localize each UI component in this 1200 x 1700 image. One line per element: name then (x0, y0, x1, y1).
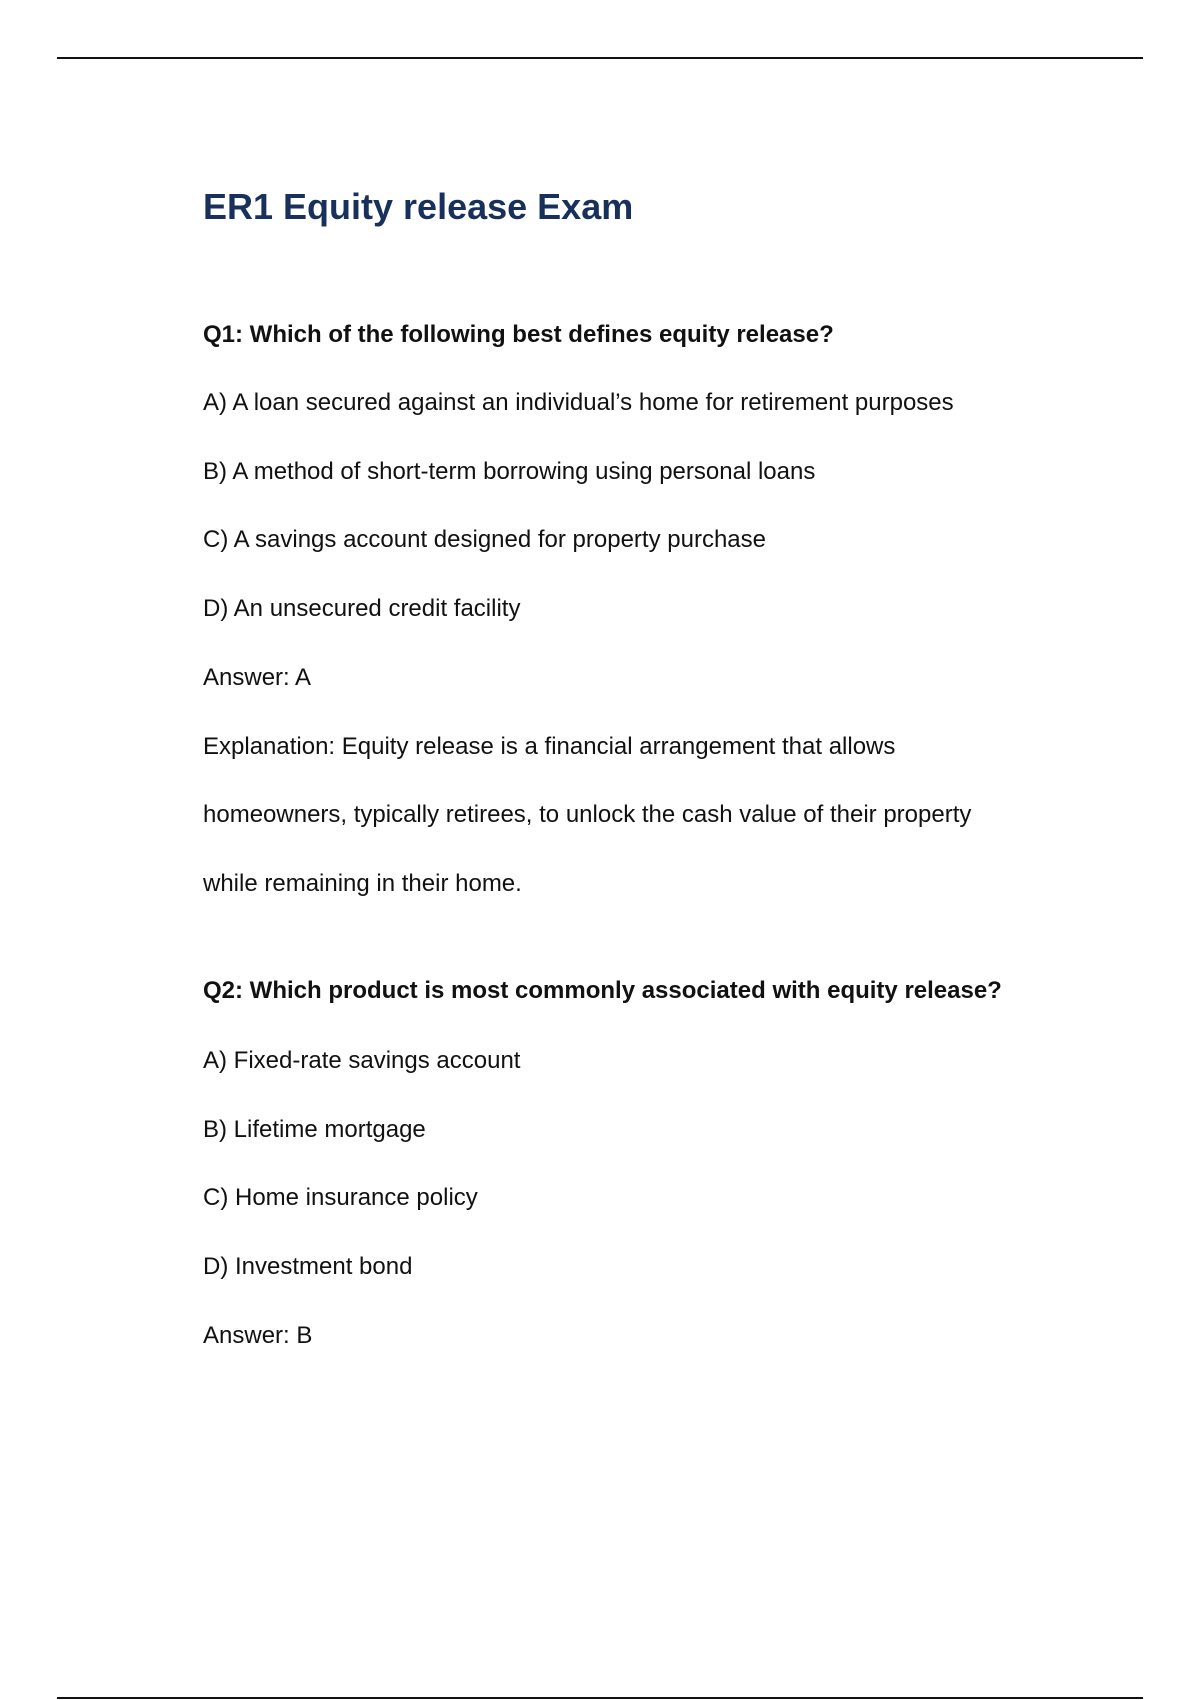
header-rule (57, 57, 1143, 59)
answer: Answer: B (203, 1322, 313, 1349)
answer: Answer: A (203, 664, 312, 691)
option-a: A) A loan secured against an individual’s home for retirement purposes (203, 389, 954, 416)
option-b: B) Lifetime mortgage (203, 1116, 426, 1143)
option-c: C) Home insurance policy (203, 1184, 478, 1211)
option-a: A) Fixed-rate savings account (203, 1047, 521, 1074)
footer-rule (57, 1697, 1143, 1699)
option-c: C) A savings account designed for property purchase (203, 526, 766, 553)
explanation-line: while remaining in their home. (203, 870, 522, 897)
explanation-line: Explanation: Equity release is a financial arrangement that allows (203, 733, 896, 760)
explanation-line: homeowners, typically retirees, to unlock the cash value of their property (203, 801, 972, 828)
document-title: ER1 Equity release Exam (203, 186, 634, 227)
question-text: Q2: Which product is most commonly associated with equity release? (203, 977, 1002, 1004)
question-text: Q1: Which of the following best defines equity release? (203, 321, 834, 348)
option-d: D) Investment bond (203, 1253, 413, 1280)
option-b: B) A method of short-term borrowing using personal loans (203, 458, 816, 485)
option-d: D) An unsecured credit facility (203, 595, 521, 622)
